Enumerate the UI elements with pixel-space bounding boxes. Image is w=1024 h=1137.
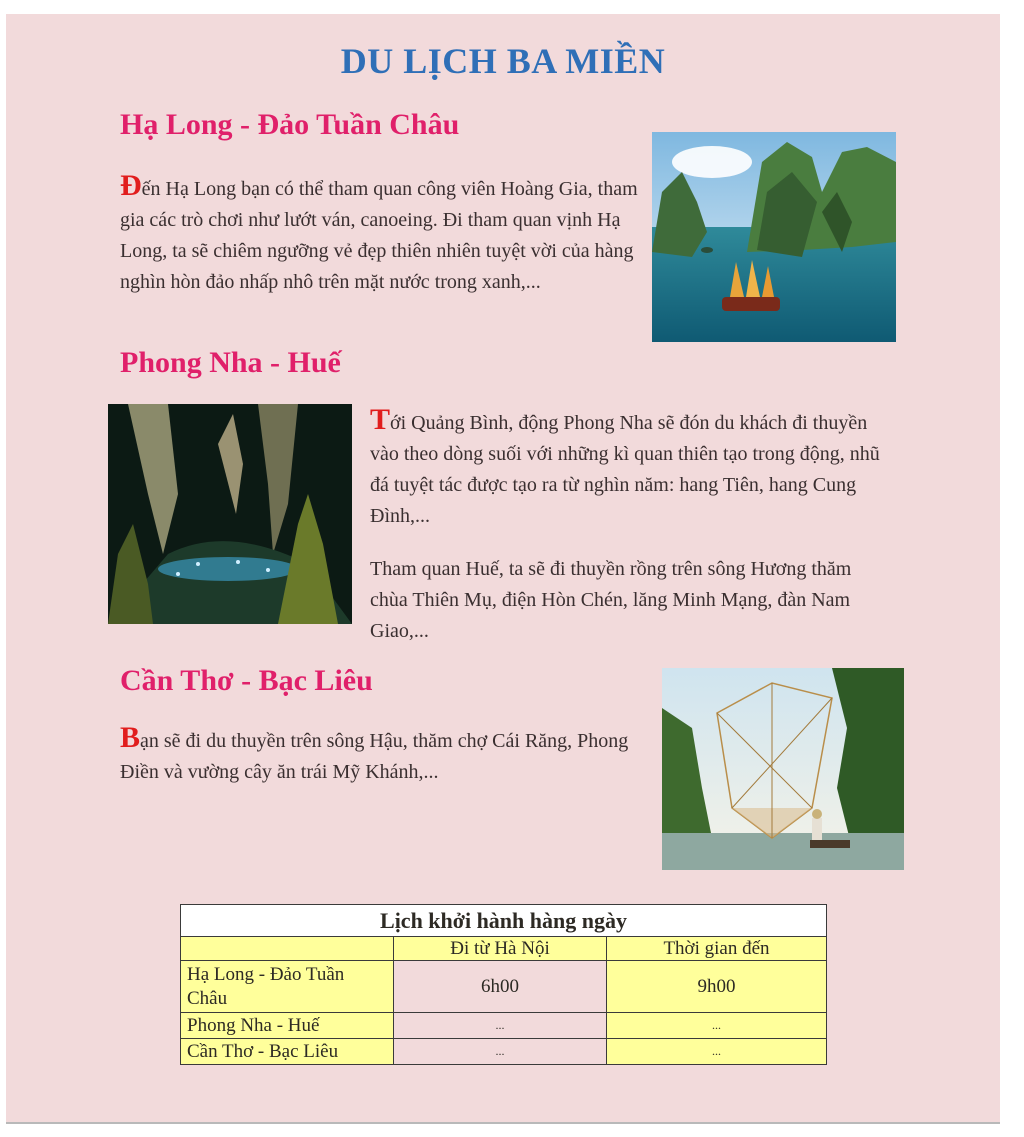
page-title: DU LỊCH BA MIỀN (340, 41, 666, 81)
header-cell: Đi từ Hà Nội (394, 937, 607, 961)
can-tho-river-photo (662, 668, 904, 870)
arrival-cell: ... (607, 1013, 827, 1039)
arrival-cell: 9h00 (607, 961, 827, 1013)
schedule-table (180, 904, 827, 1065)
table-row (181, 1039, 827, 1065)
section-heading-phong-nha: Phong Nha - Huế (120, 346, 341, 379)
departure-cell: 6h00 (394, 961, 607, 1013)
table-header-row (181, 937, 827, 961)
paragraph-body: ạn sẽ đi du thuyền trên sông Hậu, thăm chợ Cái Răng, Phong Điền và vường cây ăn trái Mỹ Khánh,... (120, 730, 629, 783)
route-cell: Cần Thơ - Bạc Liêu (181, 1039, 394, 1065)
dropcap: Đ (120, 169, 142, 202)
paragraph-body: ến Hạ Long bạn có thể tham quan công viên Hoàng Gia, tham gia các trò chơi như lướt ván, canoeing. Đi tham quan vịnh Hạ Long, ta sẽ chiêm ngưỡng vẻ đẹp thiên nhiên tuyệt vời của hàng nghìn hòn đảo nhấp nhô trên mặt nước trong xanh,... (120, 178, 638, 293)
section-heading-can-tho: Cần Thơ - Bạc Liêu (120, 664, 373, 697)
section-text-ha-long (120, 169, 642, 298)
paragraph-body: ới Quảng Bình, động Phong Nha sẽ đón du khách đi thuyền vào theo dòng suối với những kì quan thiên tạo trong động, nhũ đá tuyệt tác được tạo ra từ nghìn năm: hang Tiên, hang Cung Đình,... (370, 412, 880, 527)
header-cell (181, 937, 394, 961)
departure-cell: ... (394, 1039, 607, 1065)
section-heading-ha-long: Hạ Long - Đảo Tuần Châu (120, 108, 460, 141)
phong-nha-cave-photo (108, 404, 352, 624)
ha-long-bay-photo (652, 132, 896, 342)
can-tho-river-image (662, 668, 904, 870)
route-cell: Phong Nha - Huế (181, 1013, 394, 1039)
ha-long-bay-image (652, 132, 896, 342)
table-row (181, 961, 827, 1013)
header-cell: Thời gian đến (607, 937, 827, 961)
dropcap: B (120, 721, 141, 754)
section-text-can-tho (120, 721, 650, 788)
route-cell: Hạ Long - Đảo Tuần Châu (181, 961, 394, 1013)
table-row (181, 1013, 827, 1039)
arrival-cell: ... (607, 1039, 827, 1065)
section-text-hue: Tham quan Huế, ta sẽ đi thuyền rồng trên sông Hương thăm chùa Thiên Mụ, điện Hòn Chén, lăng Minh Mạng, đàn Nam Giao,... (370, 558, 852, 642)
dropcap: T (370, 403, 391, 436)
section-text-phong-nha (370, 403, 890, 532)
document-page (6, 14, 1000, 1124)
phong-nha-cave-image (108, 404, 352, 624)
departure-cell: ... (394, 1013, 607, 1039)
schedule-caption: Lịch khởi hành hàng ngày (181, 905, 827, 937)
